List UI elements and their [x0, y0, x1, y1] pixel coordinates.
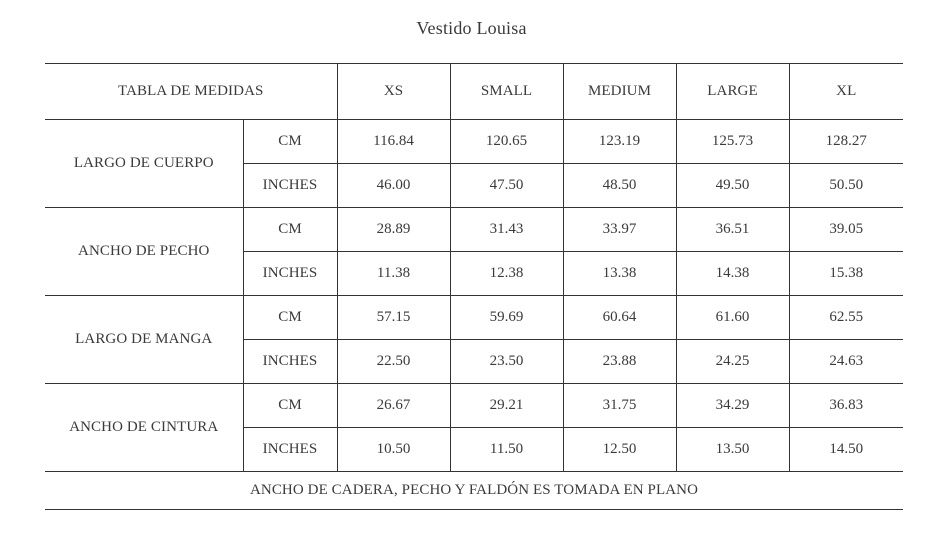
unit-label: INCHES [243, 252, 337, 296]
measurement-value: 14.38 [676, 252, 789, 296]
footnote-text: ANCHO DE CADERA, PECHO Y FALDÓN ES TOMADA EN PLANO [45, 472, 903, 510]
table-header-label: TABLA DE MEDIDAS [45, 64, 337, 120]
table-row [45, 120, 903, 164]
measurement-value: 15.38 [789, 252, 903, 296]
measurement-value: 120.65 [450, 120, 563, 164]
unit-label: INCHES [243, 164, 337, 208]
measurement-value: 12.50 [563, 428, 676, 472]
measurement-value: 26.67 [337, 384, 450, 428]
measurement-value: 12.38 [450, 252, 563, 296]
measurement-value: 59.69 [450, 296, 563, 340]
measurement-value: 14.50 [789, 428, 903, 472]
measurement-value: 47.50 [450, 164, 563, 208]
measurement-value: 23.50 [450, 340, 563, 384]
measurement-value: 128.27 [789, 120, 903, 164]
table-row [45, 296, 903, 340]
size-header-large: LARGE [676, 64, 789, 120]
unit-label: CM [243, 120, 337, 164]
measurement-value: 13.50 [676, 428, 789, 472]
header-row [45, 64, 903, 120]
size-chart-table [45, 63, 903, 510]
measurement-value: 28.89 [337, 208, 450, 252]
measurement-value: 34.29 [676, 384, 789, 428]
unit-label: CM [243, 384, 337, 428]
measurement-value: 48.50 [563, 164, 676, 208]
measurement-value: 49.50 [676, 164, 789, 208]
page-title: Vestido Louisa [416, 18, 527, 38]
size-header-small: SMALL [450, 64, 563, 120]
measurement-value: 10.50 [337, 428, 450, 472]
footnote-row [45, 472, 903, 510]
measurement-value: 24.25 [676, 340, 789, 384]
measurement-value: 125.73 [676, 120, 789, 164]
table-row [45, 208, 903, 252]
unit-label: CM [243, 208, 337, 252]
measurement-value: 123.19 [563, 120, 676, 164]
measurement-value: 29.21 [450, 384, 563, 428]
size-header-xs: XS [337, 64, 450, 120]
measurement-value: 36.83 [789, 384, 903, 428]
measurement-value: 13.38 [563, 252, 676, 296]
unit-label: CM [243, 296, 337, 340]
measurement-value: 62.55 [789, 296, 903, 340]
measurement-name: ANCHO DE CINTURA [45, 384, 243, 472]
measurement-value: 50.50 [789, 164, 903, 208]
measurement-value: 61.60 [676, 296, 789, 340]
measurement-value: 60.64 [563, 296, 676, 340]
measurement-value: 116.84 [337, 120, 450, 164]
measurement-value: 46.00 [337, 164, 450, 208]
size-header-medium: MEDIUM [563, 64, 676, 120]
measurement-value: 57.15 [337, 296, 450, 340]
measurement-value: 36.51 [676, 208, 789, 252]
unit-label: INCHES [243, 340, 337, 384]
measurement-value: 33.97 [563, 208, 676, 252]
measurement-name: LARGO DE CUERPO [45, 120, 243, 208]
measurement-value: 22.50 [337, 340, 450, 384]
unit-label: INCHES [243, 428, 337, 472]
measurement-value: 39.05 [789, 208, 903, 252]
table-row [45, 384, 903, 428]
measurement-value: 11.38 [337, 252, 450, 296]
measurement-value: 11.50 [450, 428, 563, 472]
measurement-value: 31.43 [450, 208, 563, 252]
measurement-name: ANCHO DE PECHO [45, 208, 243, 296]
measurement-name: LARGO DE MANGA [45, 296, 243, 384]
measurement-value: 23.88 [563, 340, 676, 384]
size-header-xl: XL [789, 64, 903, 120]
measurement-value: 31.75 [563, 384, 676, 428]
measurement-value: 24.63 [789, 340, 903, 384]
